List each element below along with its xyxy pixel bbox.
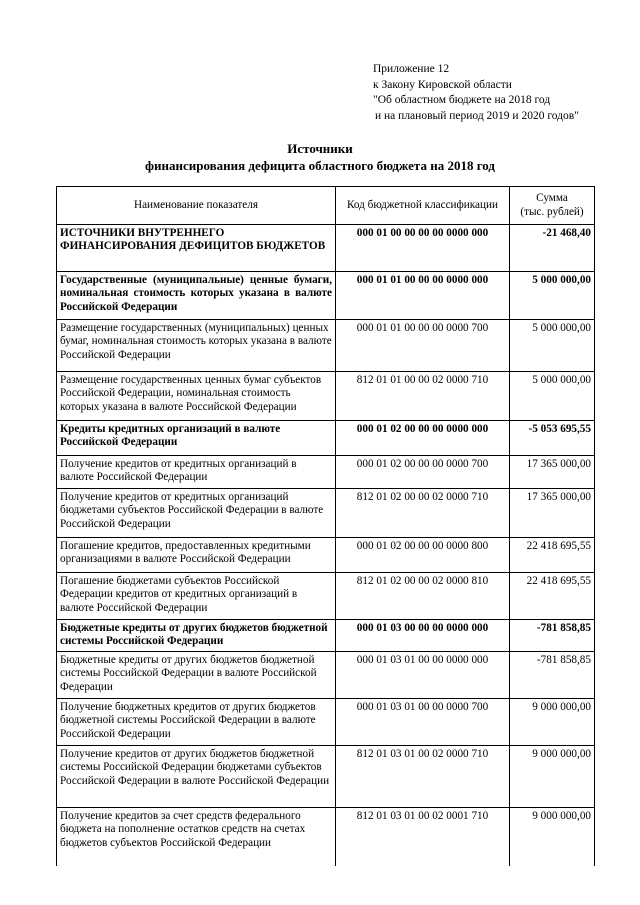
row-name: Государственные (муниципальные) ценные бумаги, номинальная стоимость которых указана в валюте Российской Федерации xyxy=(57,272,336,320)
row-code: 812 01 02 00 00 02 0000 710 xyxy=(336,489,510,538)
table-row xyxy=(57,699,595,746)
row-sum: -21 468,40 xyxy=(510,225,595,272)
appendix-note xyxy=(373,62,579,124)
table-row xyxy=(57,808,595,866)
row-sum: -5 053 695,55 xyxy=(510,421,595,456)
row-name: Размещение государственных ценных бумаг субъектов Российской Федерации, номинальная стоимость которых указана в валюте Российской Федерации xyxy=(57,372,336,421)
row-sum: 22 418 695,55 xyxy=(510,573,595,620)
header-sum-line2: (тыс. рублей) xyxy=(520,205,584,218)
row-code: 000 01 01 00 00 00 0000 700 xyxy=(336,320,510,372)
header-sum-line1: Сумма xyxy=(536,192,568,205)
row-code: 000 01 02 00 00 00 0000 800 xyxy=(336,538,510,573)
table-row xyxy=(57,746,595,808)
table-row xyxy=(57,421,595,456)
row-sum: 22 418 695,55 xyxy=(510,538,595,573)
row-code: 000 01 00 00 00 00 0000 000 xyxy=(336,225,510,272)
row-name: Получение кредитов от кредитных организаций в валюте Российской Федерации xyxy=(57,456,336,489)
table-header-row xyxy=(57,187,595,225)
row-sum: -781 858,85 xyxy=(510,620,595,652)
table-row xyxy=(57,489,595,538)
row-sum: -781 858,85 xyxy=(510,652,595,699)
row-sum: 9 000 000,00 xyxy=(510,808,595,866)
table-row xyxy=(57,225,595,272)
row-sum: 5 000 000,00 xyxy=(510,272,595,320)
row-code: 812 01 03 01 00 02 0001 710 xyxy=(336,808,510,866)
row-code: 000 01 03 01 00 00 0000 700 xyxy=(336,699,510,746)
row-name: Получение кредитов от других бюджетов бюджетной системы Российской Федерации бюджетами субъектов Российской Федерации в валюте Российской Федерации xyxy=(57,746,336,808)
row-code: 812 01 03 01 00 02 0000 710 xyxy=(336,746,510,808)
table-row xyxy=(57,320,595,372)
row-name: Бюджетные кредиты от других бюджетов бюджетной системы Российской Федерации xyxy=(57,620,336,652)
row-code: 000 01 02 00 00 00 0000 700 xyxy=(336,456,510,489)
row-name: Получение кредитов от кредитных организаций бюджетами субъектов Российской Федерации в валюте Российской Федерации xyxy=(57,489,336,538)
row-name: Размещение государственных (муниципальных) ценных бумаг, номинальная стоимость которых указана в валюте Российской Федерации xyxy=(57,320,336,372)
row-sum: 17 365 000,00 xyxy=(510,489,595,538)
table-row xyxy=(57,573,595,620)
table-row xyxy=(57,272,595,320)
title-line2: финансирования дефицита областного бюджета на 2018 год xyxy=(145,158,495,173)
row-name: Получение бюджетных кредитов от других бюджетов бюджетной системы Российской Федерации в валюте Российской Федерации xyxy=(57,699,336,746)
document-title xyxy=(0,140,640,174)
row-name: Кредиты кредитных организаций в валюте Российской Федерации xyxy=(57,421,336,456)
row-code: 000 01 03 01 00 00 0000 000 xyxy=(336,652,510,699)
row-name: Погашение бюджетами субъектов Российской Федерации кредитов от кредитных организаций в валюте Российской Федерации xyxy=(57,573,336,620)
row-code: 000 01 02 00 00 00 0000 000 xyxy=(336,421,510,456)
row-name: Бюджетные кредиты от других бюджетов бюджетной системы Российской Федерации в валюте Российской Федерации xyxy=(57,652,336,699)
row-code: 812 01 02 00 00 02 0000 810 xyxy=(336,573,510,620)
title-line1: Источники xyxy=(287,141,353,156)
table-row xyxy=(57,372,595,421)
financing-sources-table xyxy=(56,186,595,866)
appendix-line: "Об областном бюджете на 2018 год xyxy=(373,94,551,106)
row-sum: 5 000 000,00 xyxy=(510,372,595,421)
table-row xyxy=(57,456,595,489)
header-code: Код бюджетной классификации xyxy=(336,187,510,225)
row-sum: 9 000 000,00 xyxy=(510,746,595,808)
row-code: 000 01 03 00 00 00 0000 000 xyxy=(336,620,510,652)
appendix-line: к Закону Кировской области xyxy=(373,78,512,91)
appendix-line: и на плановый период 2019 и 2020 годов" xyxy=(375,109,579,122)
header-sum xyxy=(510,187,595,225)
table-row xyxy=(57,620,595,652)
row-name: Получение кредитов за счет средств федерального бюджета на пополнение остатков средств на счетах бюджетов субъектов Российской Федерации xyxy=(57,808,336,866)
appendix-line: Приложение 12 xyxy=(373,63,450,75)
table-row xyxy=(57,538,595,573)
row-sum: 5 000 000,00 xyxy=(510,320,595,372)
row-sum: 9 000 000,00 xyxy=(510,699,595,746)
row-name: ИСТОЧНИКИ ВНУТРЕННЕГО ФИНАНСИРОВАНИЯ ДЕФИЦИТОВ БЮДЖЕТОВ xyxy=(57,225,336,272)
row-sum: 17 365 000,00 xyxy=(510,456,595,489)
row-code: 812 01 01 00 00 02 0000 710 xyxy=(336,372,510,421)
header-name: Наименование показателя xyxy=(57,187,336,225)
table-row xyxy=(57,652,595,699)
row-name: Погашение кредитов, предоставленных кредитными организациями в валюте Российской Федерации xyxy=(57,538,336,573)
row-code: 000 01 01 00 00 00 0000 000 xyxy=(336,272,510,320)
